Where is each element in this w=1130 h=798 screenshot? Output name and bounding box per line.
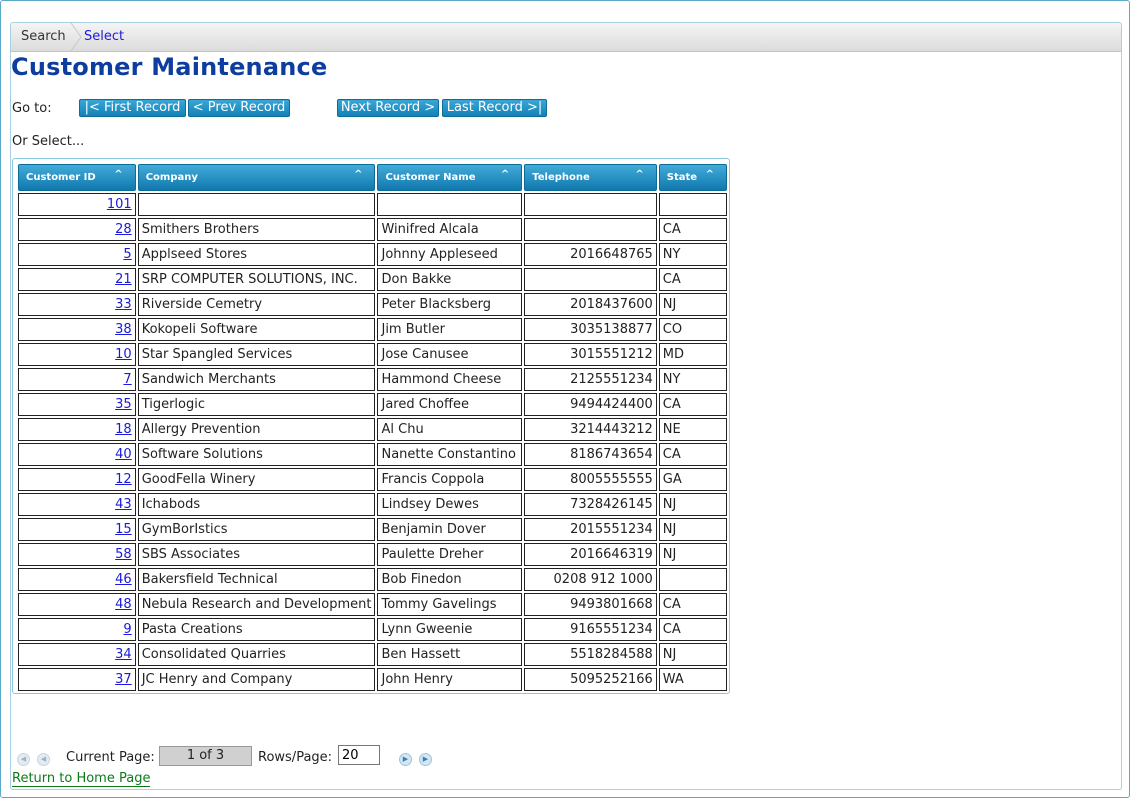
cell-telephone: 2016646319 xyxy=(524,543,657,566)
cell-company: Riverside Cemetry xyxy=(138,293,376,316)
customer-id-link[interactable]: 28 xyxy=(115,222,132,237)
cell-customer-id xyxy=(18,543,136,566)
cell-telephone xyxy=(524,268,657,291)
cell-customer-name xyxy=(377,193,522,216)
cell-telephone: 2015551234 xyxy=(524,518,657,541)
cell-state: CA xyxy=(659,443,727,466)
table-row xyxy=(18,293,727,316)
customer-id-link[interactable]: 101 xyxy=(106,197,132,212)
table-row xyxy=(18,668,727,691)
cell-state: NJ xyxy=(659,293,727,316)
cell-telephone xyxy=(524,218,657,241)
page-title: Customer Maintenance xyxy=(11,53,328,81)
sort-caret-icon[interactable]: ^ xyxy=(705,169,714,180)
cell-telephone: 8005555555 xyxy=(524,468,657,491)
cell-state: CO xyxy=(659,318,727,341)
cell-customer-name: Hammond Cheese xyxy=(377,368,522,391)
cell-company: Smithers Brothers xyxy=(138,218,376,241)
table-row xyxy=(18,268,727,291)
cell-company: Kokopeli Software xyxy=(138,318,376,341)
column-header-customer-name[interactable] xyxy=(377,164,522,191)
breadcrumb-separator-icon xyxy=(69,23,83,51)
table-row xyxy=(18,193,727,216)
cell-customer-id xyxy=(18,368,136,391)
table-row xyxy=(18,343,727,366)
table-row xyxy=(18,443,727,466)
last-record-button[interactable]: Last Record >| xyxy=(442,99,547,117)
table-row xyxy=(18,418,727,441)
cell-telephone: 3015551212 xyxy=(524,343,657,366)
cell-state: NE xyxy=(659,418,727,441)
cell-customer-name: Ben Hassett xyxy=(377,643,522,666)
breadcrumb-select[interactable]: Select xyxy=(84,29,125,44)
column-header-label: Telephone xyxy=(532,172,590,183)
cell-customer-name: Jared Choffee xyxy=(377,393,522,416)
cell-telephone: 5095252166 xyxy=(524,668,657,691)
cell-telephone: 5518284588 xyxy=(524,643,657,666)
cell-state: NJ xyxy=(659,643,727,666)
column-header-customer-id[interactable] xyxy=(18,164,136,191)
return-home-link[interactable]: Return to Home Page xyxy=(12,771,151,786)
cell-company: SBS Associates xyxy=(138,543,376,566)
cell-telephone: 2018437600 xyxy=(524,293,657,316)
sort-caret-icon[interactable]: ^ xyxy=(114,169,123,180)
last-page-icon[interactable]: ▶ xyxy=(419,753,432,766)
next-record-button[interactable]: Next Record > xyxy=(337,99,439,117)
cell-state: MD xyxy=(659,343,727,366)
cell-customer-id xyxy=(18,443,136,466)
current-page-value: 1 of 3 xyxy=(159,746,252,766)
cell-state: NJ xyxy=(659,518,727,541)
goto-label: Go to: xyxy=(12,101,52,116)
cell-telephone: 2125551234 xyxy=(524,368,657,391)
customer-id-link[interactable]: 5 xyxy=(123,247,132,262)
cell-customer-name: Francis Coppola xyxy=(377,468,522,491)
cell-company: Tigerlogic xyxy=(138,393,376,416)
cell-company: Software Solutions xyxy=(138,443,376,466)
sort-caret-icon[interactable]: ^ xyxy=(500,169,510,180)
table-row xyxy=(18,568,727,591)
customer-table xyxy=(16,162,729,693)
cell-customer-id xyxy=(18,218,136,241)
table-row xyxy=(18,493,727,516)
cell-telephone xyxy=(524,193,657,216)
cell-customer-name: John Henry xyxy=(377,668,522,691)
table-row xyxy=(18,218,727,241)
cell-company: Nebula Research and Development xyxy=(138,593,376,616)
breadcrumb xyxy=(11,23,1121,52)
cell-customer-name: Benjamin Dover xyxy=(377,518,522,541)
cell-company: Sandwich Merchants xyxy=(138,368,376,391)
cell-state: CA xyxy=(659,593,727,616)
cell-company: JC Henry and Company xyxy=(138,668,376,691)
first-page-icon[interactable]: ◀ xyxy=(17,753,30,766)
cell-customer-id xyxy=(18,568,136,591)
table-body xyxy=(18,193,727,691)
or-select-label: Or Select... xyxy=(12,134,85,149)
cell-state: NJ xyxy=(659,493,727,516)
cell-company: GymBorIstics xyxy=(138,518,376,541)
column-header-label: Customer Name xyxy=(385,172,476,183)
cell-telephone: 9493801668 xyxy=(524,593,657,616)
cell-company: SRP COMPUTER SOLUTIONS, INC. xyxy=(138,268,376,291)
cell-customer-id xyxy=(18,468,136,491)
column-header-label: Customer ID xyxy=(26,172,96,183)
cell-customer-id xyxy=(18,643,136,666)
customer-id-link[interactable]: 12 xyxy=(115,472,132,487)
cell-state: NJ xyxy=(659,543,727,566)
table-row xyxy=(18,468,727,491)
first-record-button[interactable]: |< First Record xyxy=(79,99,186,117)
cell-company: Bakersfield Technical xyxy=(138,568,376,591)
current-page-label: Current Page: xyxy=(66,750,155,765)
column-header-state[interactable] xyxy=(659,164,727,191)
customer-id-link[interactable]: 35 xyxy=(115,397,132,412)
customer-id-link[interactable]: 38 xyxy=(115,322,132,337)
cell-company: Pasta Creations xyxy=(138,618,376,641)
rows-per-page-input[interactable] xyxy=(338,745,380,765)
cell-company xyxy=(138,193,376,216)
cell-customer-id xyxy=(18,618,136,641)
customer-id-link[interactable]: 10 xyxy=(115,347,132,362)
cell-company: Allergy Prevention xyxy=(138,418,376,441)
sort-caret-icon[interactable]: ^ xyxy=(354,169,363,180)
table-row xyxy=(18,318,727,341)
next-page-icon[interactable]: ▶ xyxy=(399,753,412,766)
cell-customer-name: Jim Butler xyxy=(377,318,522,341)
breadcrumb-search[interactable]: Search xyxy=(21,29,66,44)
column-header-company[interactable] xyxy=(138,164,376,191)
cell-customer-id xyxy=(18,268,136,291)
column-header-label: State xyxy=(666,172,698,183)
table-row xyxy=(18,618,727,641)
cell-customer-id xyxy=(18,243,136,266)
cell-customer-name: Johnny Appleseed xyxy=(377,243,522,266)
customer-id-link[interactable]: 43 xyxy=(115,497,132,512)
cell-company: GoodFella Winery xyxy=(138,468,376,491)
cell-telephone: 9165551234 xyxy=(524,618,657,641)
table-row xyxy=(18,368,727,391)
sort-caret-icon[interactable]: ^ xyxy=(635,169,644,180)
table-row xyxy=(18,243,727,266)
customer-id-link[interactable]: 48 xyxy=(115,597,132,612)
cell-telephone: 2016648765 xyxy=(524,243,657,266)
cell-state xyxy=(659,568,727,591)
cell-customer-name: Lindsey Dewes xyxy=(377,493,522,516)
customer-grid xyxy=(12,158,730,694)
cell-telephone: 3214443212 xyxy=(524,418,657,441)
cell-state: CA xyxy=(659,218,727,241)
column-header-label: Company xyxy=(145,172,198,183)
prev-page-icon[interactable]: ◀ xyxy=(37,753,50,766)
cell-customer-name: Al Chu xyxy=(377,418,522,441)
cell-customer-name: Nanette Constantino xyxy=(377,443,522,466)
cell-customer-id xyxy=(18,318,136,341)
cell-customer-id xyxy=(18,393,136,416)
cell-state: CA xyxy=(659,268,727,291)
cell-customer-name: Don Bakke xyxy=(377,268,522,291)
customer-id-link[interactable]: 21 xyxy=(115,272,132,287)
cell-telephone: 0208 912 1000 xyxy=(524,568,657,591)
cell-customer-id xyxy=(18,293,136,316)
rows-per-page-label: Rows/Page: xyxy=(258,750,333,765)
cell-customer-name: Winifred Alcala xyxy=(377,218,522,241)
cell-state: NY xyxy=(659,243,727,266)
customer-id-link[interactable]: 7 xyxy=(123,372,132,387)
cell-customer-id xyxy=(18,668,136,691)
content-panel xyxy=(10,22,1122,790)
cell-customer-id xyxy=(18,593,136,616)
cell-customer-id xyxy=(18,518,136,541)
cell-company: Star Spangled Services xyxy=(138,343,376,366)
customer-id-link[interactable]: 40 xyxy=(115,447,132,462)
cell-customer-name: Tommy Gavelings xyxy=(377,593,522,616)
cell-customer-id xyxy=(18,418,136,441)
table-row xyxy=(18,643,727,666)
customer-id-link[interactable]: 34 xyxy=(115,647,132,662)
column-header-telephone[interactable] xyxy=(524,164,657,191)
prev-record-button[interactable]: < Prev Record xyxy=(188,99,290,117)
cell-company: Applseed Stores xyxy=(138,243,376,266)
customer-id-link[interactable]: 37 xyxy=(115,672,132,687)
cell-company: Consolidated Quarries xyxy=(138,643,376,666)
cell-state xyxy=(659,193,727,216)
table-row xyxy=(18,543,727,566)
pager xyxy=(11,745,711,771)
cell-state: NY xyxy=(659,368,727,391)
customer-id-link[interactable]: 33 xyxy=(115,297,132,312)
cell-customer-name: Lynn Gweenie xyxy=(377,618,522,641)
table-header-row xyxy=(18,164,727,191)
customer-id-link[interactable]: 9 xyxy=(123,622,132,637)
cell-company: Ichabods xyxy=(138,493,376,516)
cell-state: GA xyxy=(659,468,727,491)
cell-customer-name: Paulette Dreher xyxy=(377,543,522,566)
cell-telephone: 3035138877 xyxy=(524,318,657,341)
cell-state: CA xyxy=(659,618,727,641)
customer-id-link[interactable]: 58 xyxy=(115,547,132,562)
customer-id-link[interactable]: 15 xyxy=(115,522,132,537)
customer-id-link[interactable]: 18 xyxy=(115,422,132,437)
cell-customer-name: Peter Blacksberg xyxy=(377,293,522,316)
cell-customer-id xyxy=(18,493,136,516)
table-row xyxy=(18,393,727,416)
cell-customer-id xyxy=(18,193,136,216)
cell-state: WA xyxy=(659,668,727,691)
table-row xyxy=(18,593,727,616)
table-row xyxy=(18,518,727,541)
cell-telephone: 7328426145 xyxy=(524,493,657,516)
cell-telephone: 9494424400 xyxy=(524,393,657,416)
cell-customer-id xyxy=(18,343,136,366)
cell-telephone: 8186743654 xyxy=(524,443,657,466)
cell-customer-name: Bob Finedon xyxy=(377,568,522,591)
customer-id-link[interactable]: 46 xyxy=(115,572,132,587)
cell-state: CA xyxy=(659,393,727,416)
cell-customer-name: Jose Canusee xyxy=(377,343,522,366)
